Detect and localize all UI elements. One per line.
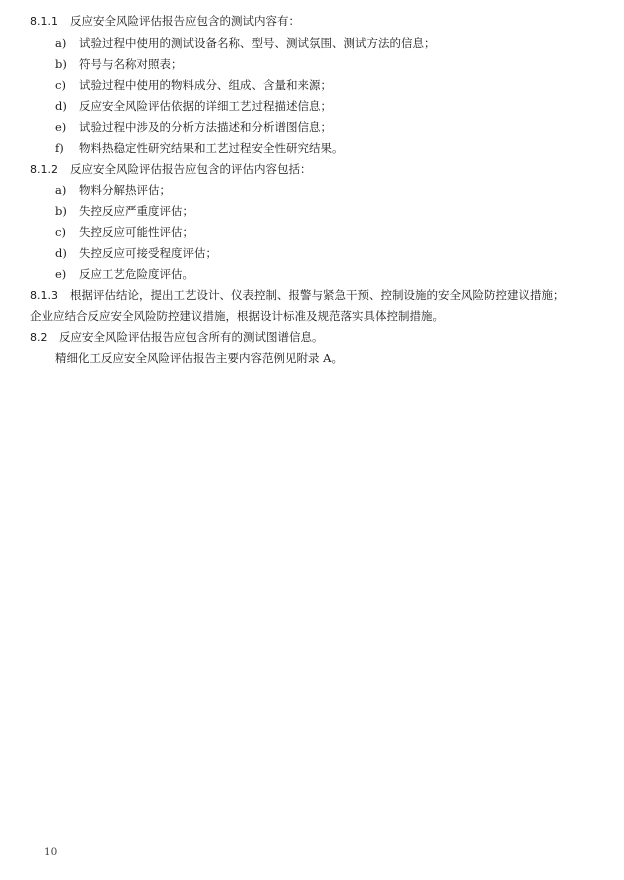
item-label: a) xyxy=(55,183,67,197)
clause-text: 反应安全风险评估报告应包含所有的测试图谱信息。 xyxy=(59,330,324,344)
list-item xyxy=(55,266,194,282)
clause-8-2-heading xyxy=(30,329,324,346)
item-text: 物料分解热评估； xyxy=(79,183,171,197)
appendix-note xyxy=(55,350,343,366)
list-item xyxy=(55,182,171,198)
clause-8-1-1-heading xyxy=(30,13,300,30)
list-item xyxy=(55,245,217,261)
item-text: 反应工艺危险度评估。 xyxy=(79,267,194,281)
clause-text: 企业应结合反应安全风险防控建议措施，根据设计标准及规范落实具体控制措施。 xyxy=(30,309,444,323)
clause-text: 反应安全风险评估报告应包含的测试内容有： xyxy=(70,14,300,28)
list-item xyxy=(55,140,344,156)
item-text: 符号与名称对照表； xyxy=(79,57,183,71)
item-text: 试验过程中使用的物料成分、组成、含量和来源； xyxy=(79,78,332,92)
item-text: 失控反应严重度评估； xyxy=(79,204,194,218)
clause-number: 8.1.2 xyxy=(30,163,58,176)
clause-text: 反应安全风险评估报告应包含的评估内容包括： xyxy=(70,162,312,176)
item-label: a) xyxy=(55,36,67,50)
clause-8-1-3-continuation xyxy=(30,308,444,324)
list-item xyxy=(55,77,332,93)
item-label: e) xyxy=(55,267,67,281)
list-item xyxy=(55,119,332,135)
list-item xyxy=(55,35,436,51)
clause-text: 根据评估结论，提出工艺设计、仪表控制、报警与紧急干预、控制设施的安全风险防控建议措施； xyxy=(70,288,565,302)
list-item xyxy=(55,224,194,240)
item-text: 试验过程中涉及的分析方法描述和分析谱图信息； xyxy=(79,120,332,134)
note-text: 精细化工反应安全风险评估报告主要内容范例见附录 A。 xyxy=(55,351,343,365)
item-text: 试验过程中使用的测试设备名称、型号、测试氛围、测试方法的信息； xyxy=(79,36,436,50)
item-label: b) xyxy=(55,204,67,218)
clause-number: 8.2 xyxy=(30,331,48,344)
clause-number: 8.1.3 xyxy=(30,289,58,302)
list-item xyxy=(55,203,194,219)
item-label: d) xyxy=(55,246,67,260)
item-label: c) xyxy=(55,78,66,92)
item-text: 物料热稳定性研究结果和工艺过程安全性研究结果。 xyxy=(79,141,344,155)
item-text: 失控反应可接受程度评估； xyxy=(79,246,217,260)
item-text: 反应安全风险评估依据的详细工艺过程描述信息； xyxy=(79,99,332,113)
list-item xyxy=(55,56,183,72)
item-label: f) xyxy=(55,141,64,155)
item-label: b) xyxy=(55,57,67,71)
clause-8-1-3-heading xyxy=(30,287,565,304)
page-number: 10 xyxy=(44,846,58,858)
clause-8-1-2-heading xyxy=(30,161,312,178)
item-label: c) xyxy=(55,225,66,239)
item-label: d) xyxy=(55,99,67,113)
item-label: e) xyxy=(55,120,67,134)
item-text: 失控反应可能性评估； xyxy=(79,225,194,239)
clause-number: 8.1.1 xyxy=(30,15,58,28)
list-item xyxy=(55,98,332,114)
